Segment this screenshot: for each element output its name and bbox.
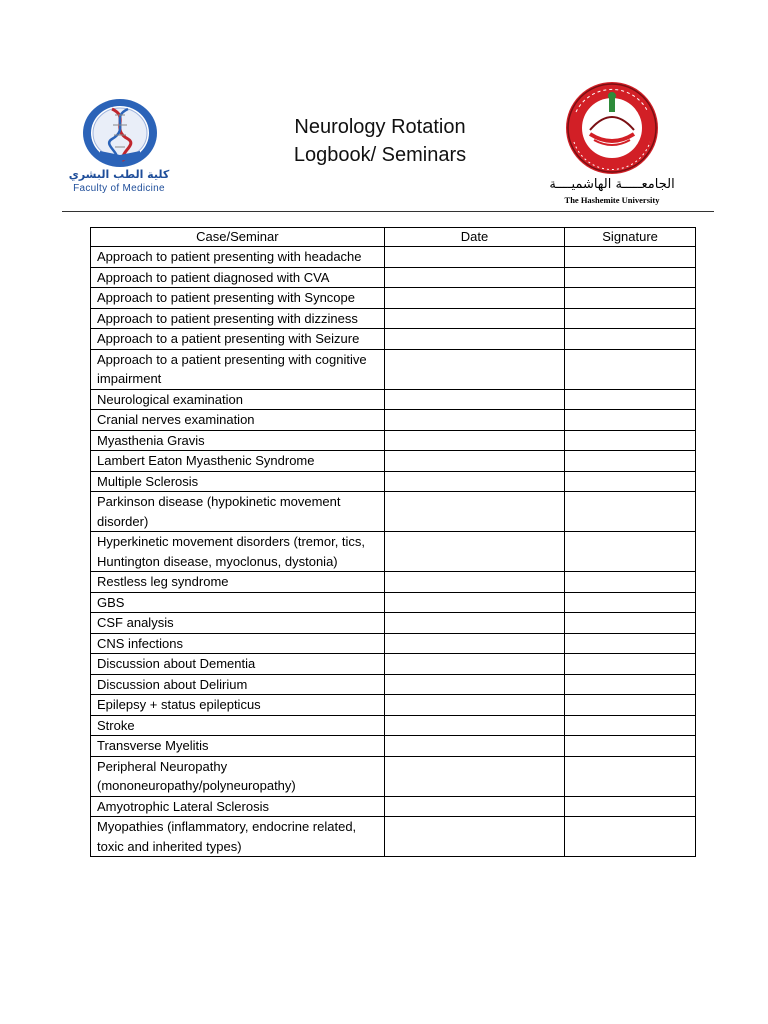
signature-cell[interactable]	[565, 532, 696, 572]
date-cell[interactable]	[384, 592, 565, 613]
case-seminar-cell: Myopathies (inflammatory, endocrine related, toxic and inherited types)	[91, 817, 385, 857]
date-cell[interactable]	[384, 532, 565, 572]
table-row	[91, 715, 696, 736]
table-row	[91, 267, 696, 288]
date-cell[interactable]	[384, 288, 565, 309]
date-cell[interactable]	[384, 817, 565, 857]
seminar-log-table	[90, 227, 696, 857]
signature-cell[interactable]	[565, 715, 696, 736]
header-divider	[62, 211, 714, 212]
case-seminar-cell: Approach to patient presenting with dizziness	[91, 308, 385, 329]
signature-cell[interactable]	[565, 674, 696, 695]
case-seminar-cell: CSF analysis	[91, 613, 385, 634]
table-row	[91, 247, 696, 268]
case-seminar-cell: Approach to patient diagnosed with CVA	[91, 267, 385, 288]
university-name-arabic: الجامعـــــة الهاشميــــة	[549, 177, 675, 192]
table-row	[91, 471, 696, 492]
table-body	[91, 247, 696, 857]
signature-cell[interactable]	[565, 817, 696, 857]
case-seminar-cell: Epilepsy + status epilepticus	[91, 695, 385, 716]
date-cell[interactable]	[384, 471, 565, 492]
table-row	[91, 410, 696, 431]
page-title	[260, 113, 520, 169]
signature-cell[interactable]	[565, 349, 696, 389]
case-seminar-cell: Transverse Myelitis	[91, 736, 385, 757]
signature-cell[interactable]	[565, 492, 696, 532]
table-row	[91, 756, 696, 796]
table-row	[91, 308, 696, 329]
case-seminar-cell: Multiple Sclerosis	[91, 471, 385, 492]
date-cell[interactable]	[384, 674, 565, 695]
signature-cell[interactable]	[565, 592, 696, 613]
table-row	[91, 592, 696, 613]
table-row	[91, 532, 696, 572]
table-row	[91, 674, 696, 695]
signature-cell[interactable]	[565, 695, 696, 716]
signature-cell[interactable]	[565, 430, 696, 451]
table-row	[91, 288, 696, 309]
case-seminar-cell: Peripheral Neuropathy (mononeuropathy/polyneuropathy)	[91, 756, 385, 796]
signature-cell[interactable]	[565, 796, 696, 817]
date-cell[interactable]	[384, 410, 565, 431]
date-cell[interactable]	[384, 633, 565, 654]
table-row	[91, 654, 696, 675]
table-row	[91, 389, 696, 410]
case-seminar-cell: Amyotrophic Lateral Sclerosis	[91, 796, 385, 817]
hashemite-university-seal	[560, 80, 664, 176]
university-name-english: The Hashemite University	[564, 195, 660, 205]
signature-cell[interactable]	[565, 329, 696, 350]
signature-cell[interactable]	[565, 633, 696, 654]
date-cell[interactable]	[384, 492, 565, 532]
signature-cell[interactable]	[565, 451, 696, 472]
case-seminar-cell: CNS infections	[91, 633, 385, 654]
table-row	[91, 451, 696, 472]
table-row	[91, 796, 696, 817]
table-row	[91, 329, 696, 350]
case-seminar-cell: Approach to a patient presenting with cognitive impairment	[91, 349, 385, 389]
case-seminar-cell: GBS	[91, 592, 385, 613]
date-cell[interactable]	[384, 451, 565, 472]
case-seminar-cell: Neurological examination	[91, 389, 385, 410]
faculty-name-arabic: كلية الطب البشري	[68, 168, 170, 181]
signature-cell[interactable]	[565, 756, 696, 796]
table-row	[91, 695, 696, 716]
table-row	[91, 492, 696, 532]
signature-cell[interactable]	[565, 247, 696, 268]
date-cell[interactable]	[384, 329, 565, 350]
date-cell[interactable]	[384, 756, 565, 796]
signature-cell[interactable]	[565, 267, 696, 288]
case-seminar-cell: Approach to a patient presenting with Seizure	[91, 329, 385, 350]
case-seminar-cell: Cranial nerves examination	[91, 410, 385, 431]
column-header-signature: Signature	[565, 228, 696, 247]
table-row	[91, 572, 696, 593]
table-row	[91, 349, 696, 389]
date-cell[interactable]	[384, 349, 565, 389]
date-cell[interactable]	[384, 654, 565, 675]
table-row	[91, 633, 696, 654]
case-seminar-cell: Lambert Eaton Myasthenic Syndrome	[91, 451, 385, 472]
case-seminar-cell: Approach to patient presenting with Syncope	[91, 288, 385, 309]
case-seminar-cell: Restless leg syndrome	[91, 572, 385, 593]
signature-cell[interactable]	[565, 572, 696, 593]
date-cell[interactable]	[384, 572, 565, 593]
case-seminar-cell: Approach to patient presenting with headache	[91, 247, 385, 268]
date-cell[interactable]	[384, 389, 565, 410]
case-seminar-cell: Discussion about Dementia	[91, 654, 385, 675]
case-seminar-cell: Parkinson disease (hypokinetic movement disorder)	[91, 492, 385, 532]
faculty-name-english: Faculty of Medicine	[73, 183, 165, 194]
signature-cell[interactable]	[565, 654, 696, 675]
table-row	[91, 613, 696, 634]
signature-cell[interactable]	[565, 288, 696, 309]
signature-cell[interactable]	[565, 736, 696, 757]
case-seminar-cell: Discussion about Delirium	[91, 674, 385, 695]
title-line-2: Logbook/ Seminars	[293, 144, 467, 166]
table-row	[91, 736, 696, 757]
date-cell[interactable]	[384, 247, 565, 268]
case-seminar-cell: Myasthenia Gravis	[91, 430, 385, 451]
date-cell[interactable]	[384, 796, 565, 817]
signature-cell[interactable]	[565, 410, 696, 431]
column-header-case: Case/Seminar	[91, 228, 385, 247]
table-header-row	[91, 228, 696, 247]
date-cell[interactable]	[384, 695, 565, 716]
title-line-1: Neurology Rotation	[294, 116, 466, 138]
date-cell[interactable]	[384, 430, 565, 451]
date-cell[interactable]	[384, 736, 565, 757]
date-cell[interactable]	[384, 715, 565, 736]
table-row	[91, 817, 696, 857]
signature-cell[interactable]	[565, 613, 696, 634]
column-header-date: Date	[384, 228, 565, 247]
signature-cell[interactable]	[565, 471, 696, 492]
faculty-of-medicine-logo	[60, 95, 178, 197]
signature-cell[interactable]	[565, 389, 696, 410]
date-cell[interactable]	[384, 267, 565, 288]
case-seminar-cell: Stroke	[91, 715, 385, 736]
table-row	[91, 430, 696, 451]
signature-cell[interactable]	[565, 308, 696, 329]
date-cell[interactable]	[384, 308, 565, 329]
case-seminar-cell: Hyperkinetic movement disorders (tremor, tics, Huntington disease, myoclonus, dystonia)	[91, 532, 385, 572]
date-cell[interactable]	[384, 613, 565, 634]
